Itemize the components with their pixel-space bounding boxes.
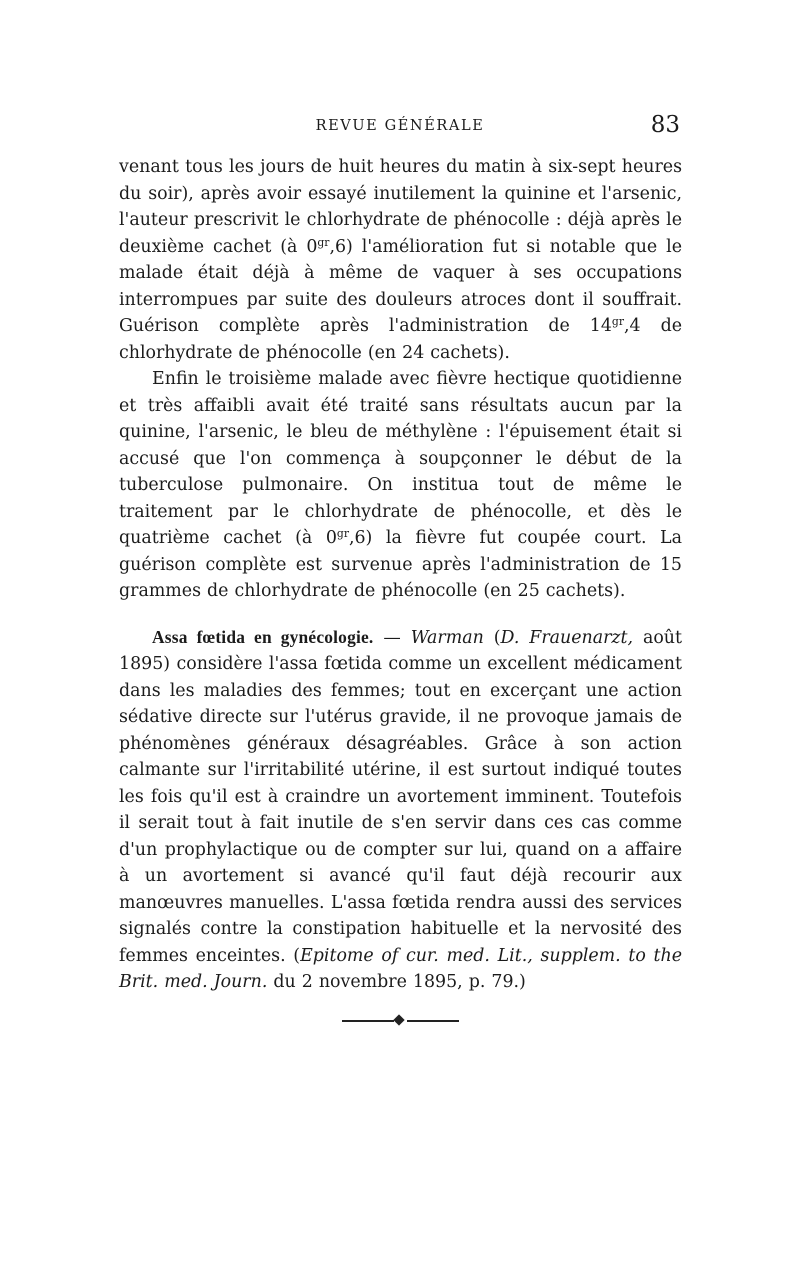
unit-superscript: gr xyxy=(317,235,330,249)
source-journal: D. Frauenarzt, xyxy=(500,627,634,648)
paragraph-text: ,4 de chlorhydrate de phénocolle (en 24 cachets). xyxy=(119,316,682,363)
page-number: 83 xyxy=(650,112,680,138)
paragraph-text: ,6) la fièvre fut coupée court. La guérison complète est survenue après l'administration de 15 grammes de chlorhydrate de phénocolle (en 25 cachets). xyxy=(119,528,682,601)
section-heading: Assa fœtida en gynécologie. xyxy=(152,626,374,647)
unit-superscript: gr xyxy=(336,527,349,541)
paragraph-text: Enfin le troisième malade avec fièvre hectique quotidienne et très affaibli avait été traité sans résultats aucun par la quinine, l'arsenic, le bleu de méthylène : l'épuisement était si accusé que l'on commença à soupçonner le début de la tuberculose pulmonaire. On institua tout de même le traitement par le chlorhydrate de phénocolle, et dès le quatrième cachet (à 0 xyxy=(119,369,682,548)
paragraph-assa-foetida xyxy=(119,624,682,996)
running-title: REVUE GÉNÉRALE xyxy=(315,118,485,134)
paragraph-phenocolle-case-3 xyxy=(119,366,682,605)
paragraph-text: ,6) l'amélioration fut si notable que le malade était déjà à même de vaquer à ses occupations interrompues par suite des douleurs atroces dont il souffrait. Guérison complète après l'administration de 14 xyxy=(119,236,682,336)
paragraph-text: du 2 novembre 1895, p. 79.) xyxy=(267,972,526,992)
paragraph-text: août 1895) considère l'assa fœtida comme un excellent médicament dans les maladies des femmes; tout en excerçant une action sédative directe sur l'utérus gravide, il ne provoque jamais de phénomènes généraux désagréables. Grâce à son action calmante sur l'irritabilité utérine, il est surtout indiqué toutes les fois qu'il est à craindre un avortement imminent. Toutefois il serait tout à fait inutile de s'en servir dans ces cas comme d'un prophylactique ou de compter sur lui, quand on a affaire à un avortement si avancé qu'il faut déjà recourir aux manœuvres manuelles. L'assa fœtida rendra aussi des services signalés contre la constipation habituelle et la nervosité des femmes enceintes. ( xyxy=(119,627,682,966)
citation: Epitome of cur. med. Lit., supplem. to the Brit. med. Journ. xyxy=(119,945,682,992)
ornament-rule-right xyxy=(407,1020,459,1022)
author-name: Warman xyxy=(410,627,484,648)
diamond-icon xyxy=(393,1014,404,1025)
body-text xyxy=(119,154,682,996)
section-end-ornament xyxy=(342,1015,459,1027)
paragraph-text: venant tous les jours de huit heures du matin à six-sept heures du soir), après avoir essayé inutilement la quinine et l'arsenic, l'auteur prescrivit le chlorhydrate de phénocolle : déjà après le deuxième cachet (à 0 xyxy=(119,157,682,257)
section-gap xyxy=(119,605,682,624)
running-header xyxy=(120,112,680,142)
heading-dash: — xyxy=(373,627,411,648)
source-open: ( xyxy=(483,627,501,648)
unit-superscript: gr xyxy=(611,315,624,329)
ornament-rule-left xyxy=(342,1020,394,1022)
paragraph-phenocolle-case-2 xyxy=(119,154,682,366)
